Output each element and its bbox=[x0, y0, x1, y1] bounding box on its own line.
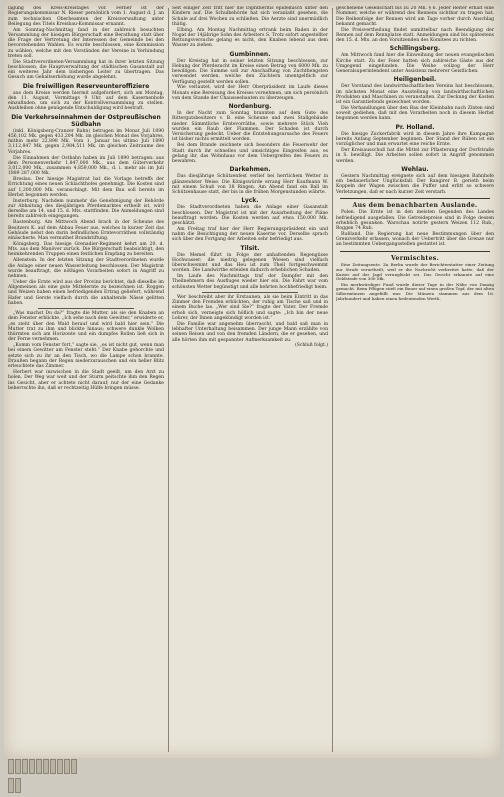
article-heading: Die freiwilligen Reserveunteroffiziere bbox=[22, 82, 150, 90]
column-left bbox=[8, 6, 164, 754]
article-paragraph: Insterburg. Nachdem nunmehr die Genehmigung der Behörde zur Abhaltung des diesjährigen Pferdemarktes ertheilt ist, wird derselbe am 14. und 15. d. Mts. stattfinden. Die Anmeldungen sind bereits zahlreich eingegangen. bbox=[8, 198, 164, 220]
article-paragraph: Die Memel führt in Folge der anhaltenden Regengüsse Hochwasser; die niedrig gelegenen Wiesen sind vielfach überschwemmt und das Heu ist zum Theil fortgeschwemmt worden. Die Landwirthe erleiden dadurch erheblichen Schaden. bbox=[172, 252, 328, 274]
section-heading: Aus dem benachbarten Auslande. bbox=[352, 201, 478, 209]
article-heading: Gumbinnen. bbox=[229, 50, 271, 58]
article-paragraph: Die Preisvertheilung findet unmittelbar nach Beendigung der Rennen auf dem Rennplatze statt. Anmeldungen sind bis spätestens den 15. d. Mts. an den Vorsitzenden des Komitees zu richten. bbox=[336, 27, 494, 44]
article-paragraph: Die Stadtverordneten-Versammlung hat in ihrer letzten Sitzung beschlossen, die Hauptverwaltung der städtischen Gasanstalt auf ein weiteres Jahr dem bisherigen Leiter zu übertragen. Das Gesuch um Gehaltserhöhung wurde abgelehnt. bbox=[8, 59, 164, 81]
feuilleton-paragraph: „Was machst Du da?“ fragte die Mutter, als sie den Knaben an dem Fenster erblickte. „Ich sehe nach dem Gewitter,“ erwiderte er, „es zieht über den Wald herauf und wird bald hier sein.“ Die Mutter trat zu ihm und blickte hinaus; schwere dunkle Wolken thürmten sich am Horizonte und ein dumpfes Rollen ließ sich in der Ferne vernehmen. bbox=[8, 311, 164, 343]
article-paragraph: Eine Zeitungsente. Zu Berlin wurde der Berichterstatter einer Zeitung zur Strafe verurtheilt, weil er die Nachricht verbreitet hatte, daß der Kaiser auf der Jagd verunglückt sei. Das Gericht erkannte auf eine Geldstrafe von 300 Mk. bbox=[336, 262, 494, 282]
article-paragraph: Die Verhandlungen über den Bau der Kleinbahn nach Zinten sind soweit gediehen, daß mit den Vorarbeiten noch in diesem Herbst begonnen werden kann. bbox=[336, 105, 494, 122]
article-paragraph: Die Stadtverordneten haben die Anlage einer Gasanstalt beschlossen. Der Magistrat ist mit der Ausarbeitung der Pläne beauftragt worden. Die Kosten werden auf etwa 150,000 Mk. geschätzt. bbox=[172, 205, 328, 227]
article-paragraph: Rastenburg. Am Mittwoch Abend brach in der Scheune des Besitzers K. auf dem Abbau Feuer aus, welches in kurzer Zeit das Gebäude nebst den darin befindlichen Erntevorräthen vollständig einäscherte. Man vermuthet Brandstiftung. bbox=[8, 220, 164, 242]
article-paragraph: Die Einnahmen der Ostbahn haben im Juli 1890 betragen: aus dem Personenverkehr 1,847,000 Mk., aus dem Güterverkehr 3,012,000 Mk., zusammen 4,859,000 Mk., d. i. mehr als im Juli 1889 287,000 Mk. bbox=[8, 155, 164, 177]
column-right bbox=[336, 6, 494, 754]
feuilleton-paragraph: Die Familie war angenehm überrascht, und bald saß man in lebhafter Unterhaltung beisammen. Der junge Mann erzählte von seinen Reisen und von den fremden Ländern, die er gesehen, und alle hörten ihm mit gespannter Aufmerksamkeit zu. bbox=[172, 321, 328, 343]
section-divider bbox=[340, 251, 490, 252]
article-paragraph: Der Kreistag hat in seiner letzten Sitzung beschlossen, zur Hebung der Pferdezucht im Kreise einen Betrag von 6000 Mk. zu bewilligen. Die Summe soll zur Anschaffung von Zuchthengsten verwendet werden, welche den Züchtern unentgeltlich zur Verfügung gestellt werden sollen. bbox=[172, 58, 328, 85]
article-heading: Die Verkehrseinnahmen der Ostpreußischen Südbahn bbox=[11, 113, 161, 128]
article-paragraph: geschehene Gesellschaft bis zu 20 Mk. § 6. Jeder Reiter erhält eine Nummer, welche er während des Rennens sichtbar zu tragen hat. Die Reihenfolge der Rennen wird am Tage vorher durch Anschlag bekannt gemacht. bbox=[336, 6, 494, 27]
feuilleton-paragraph: Wer beschreibt aber ihr Erstaunen, als sie beim Eintritt in das Zimmer den Fremden erblickten, der ruhig am Tische saß und in einem Buche las. „Wer sind Sie?“ fragte der Vater. Der Fremde erhob sich, verneigte sich höflich und sagte: „Ich bin der neue Lehrer, der Ihnen angekündigt worden ist.“ bbox=[172, 294, 328, 321]
article-paragraph: Der Vorstand des landwirthschaftlichen Vereins hat beschlossen, im nächsten Monat eine Ausstellung von landwirthschaftlichen Produkten und Maschinen zu veranstalten. Zur Deckung der Kosten ist ein Garantiefonds gezeichnet worden. bbox=[336, 84, 494, 106]
article-paragraph: Gestern Nachmittag ereignete sich auf dem hiesigen Bahnhofe ein bedauerlicher Unglücksfall. Der Rangirer B. gerieth beim Koppeln der Wagen zwischen die Puffer und erlitt so schwere Verletzungen, daß er nach kurzer Zeit verstarb. bbox=[336, 173, 494, 195]
column-middle bbox=[172, 6, 328, 754]
article-paragraph: aus dem Kreise werden hiermit aufgefordert, sich am Montag, den 11. August, Vormittags 9 Uhr, auf dem Kasernenhofe einzufinden, um sich zu der Kontrollversammlung zu stellen. Ausbleiben ohne genügende Entschuldigung wird bestraft. bbox=[8, 90, 164, 112]
article-paragraph: In der Nacht zum Sonntag brannten auf dem Gute des Rittergutsbesitzers v. B. eine Scheune und zwei Stallgebäude nieder. Sämmtliche Erntevorräthe, sowie mehrere Stück Vieh wurden ein Raub der Flammen. Der Schaden ist durch Versicherung gedeckt. Ueber die Entstehungsursache des Feuers ist bisher nichts ermittelt worden. bbox=[172, 111, 328, 143]
article-heading: Darkehmen. bbox=[229, 166, 271, 174]
article-paragraph: (inkl. Königsberg-Cranzer Bahn) betrugen im Monat Juli 1890 456,102 Mk. gegen 433,204 Mk. im gleichen Monat des Vorjahres, mithin mehr 22,898 Mk. Vom 1. Januar bis ultimo Juli 1890 3,112,847 Mk. gegen 2,984,511 Mk. im gleichen Zeitraume des Vorjahres. bbox=[8, 128, 164, 155]
article-paragraph: Elbing. Am Montag Nachmittag ertrank beim Baden in der Nogat der 14jährige Sohn des Arbeiters S. Trotz sofort angestellter Rettungsversuche gelang es nicht, den Knaben lebend aus dem Wasser zu ziehen. bbox=[172, 27, 328, 49]
article-paragraph: Am Sonntag-Nachmittag fand in der zahlreich besuchten Versammlung der hiesigen Bürgerschaft eine Berathung statt über die Frage der Vertretung der Interessen der Gemeinde bei den bevorstehenden Wahlen. Es wurde beschlossen, eine Kommission zu wählen, welche mit den Vorständen der Vereine in Verbindung treten soll. bbox=[8, 27, 164, 59]
article-paragraph: Allenstein. In der letzten Sitzung der Stadtverordneten wurde die Anlage einer neuen Wasserleitung beschlossen. Der Magistrat wurde beauftragt, die nöthigen Vorarbeiten sofort in Angriff zu nehmen. bbox=[8, 258, 164, 279]
article-paragraph: Breslau. Der hiesige Magistrat hat die Vorlage betreffs der Errichtung eines neuen Schlachthofes genehmigt. Die Kosten sind auf 1,200,000 Mk. veranschlagt. Mit dem Bau soll bereits im Herbst begonnen werden. bbox=[8, 177, 164, 198]
article-paragraph: Bei dem Brande zeichnete sich besonders die Feuerwehr der Stadt durch ihr schnelles und umsichtiges Eingreifen aus; es gelang ihr, das Wohnhaus vor dem Uebergreifen des Feuers zu bewahren. bbox=[172, 143, 328, 165]
article-paragraph: Das diesjährige Schützenfest verlief bei herrlichem Wetter in glänzendster Weise. Die Königswürde errang Herr Kaufmann W. mit einem Schuß von 38 Ringen. Am Abend fand ein Ball im Schützenhause statt, der bis in die frühen Morgenstunden währte. bbox=[172, 174, 328, 196]
article-heading: Lyck. bbox=[241, 197, 259, 205]
article-paragraph: Polen. Die Ernte ist in den meisten Gegenden des Landes befriedigend ausgefallen. Die Getreidepreise sind in Folge dessen erheblich gesunken. Warschau notirte gestern Weizen 112 Rub., Roggen 74 Rub. bbox=[336, 210, 494, 232]
article-heading: Wehlau. bbox=[401, 165, 429, 173]
article-heading: Heiligenbeil. bbox=[393, 76, 437, 84]
article-paragraph: Im Laufe des Nachmittags traf der Dampfer mit den Theilnehmern des Ausfluges wieder hier ein. Die Fahrt war vom schönsten Wetter begünstigt und alle kehrten hochbefriedigt heim. bbox=[172, 274, 328, 290]
article-paragraph: Rußland. Die Regierung hat neue Bestimmungen über den Grenzverkehr erlassen, wonach der Uebertritt über die Grenze nur an bestimmten Uebergangsstellen gestattet ist. bbox=[336, 231, 494, 248]
article-heading: Schillingsberg. bbox=[389, 45, 441, 53]
feuilleton-paragraph: Herbert war inzwischen in die Stadt geeilt, um den Arzt zu holen. Der Weg war weit und der Sturm peitschte ihm den Regen ins Gesicht, aber er achtete nicht darauf; nur der eine Gedanke beherrschte ihn, daß er rechtzeitig Hülfe bringen müsse. bbox=[8, 370, 164, 391]
article-paragraph: Der Kreisausschuß hat die Mittel zur Pflasterung der Dorfstraße in S. bewilligt. Die Arbeiten sollen sofort in Angriff genommen werden. bbox=[336, 148, 494, 164]
article-heading: Nordenburg. bbox=[228, 103, 272, 111]
article-heading: Pr. Holland. bbox=[395, 123, 435, 131]
section-heading: Vermischtes. bbox=[390, 254, 440, 262]
column-rule bbox=[168, 8, 169, 752]
feuilleton-paragraph: „Komm vom Fenster fort,“ sagte sie, „es ist nicht gut, wenn man bei einem Gewitter am Fenster steht.“ Der Knabe gehorchte und setzte sich zu ihr an den Tisch, wo die Lampe schon brannte. Draußen begann der Regen niederzurauschen und ein heller Blitz erleuchtete das Zimmer. bbox=[8, 343, 164, 370]
article-paragraph: Seit einiger Zeit tritt hier die Diphtheritis epidemisch unter den Kindern auf. Die Schulbehörde hat sich veranlaßt gesehen, die Schule auf drei Wochen zu schließen. Die Aerzte sind unermüdlich thätig. bbox=[172, 6, 328, 27]
section-divider bbox=[340, 198, 490, 199]
article-paragraph: lagung des Kreis-Kreistages vor. Ferner ist der Regierungskommissar N. Rieser persönlich vom 1. August d. J. an zum technischen Oberbeamten der Kreisverwaltung unter Beilegung des Titels Kreisbau-Kommissar ernannt. bbox=[8, 6, 164, 27]
article-paragraph: Am Mittwoch fand hier die Einweihung der neuen evangelischen Kirche statt. Zu der Feier hatten sich zahlreiche Gäste aus der Umgegend eingefunden. Die Weihe vollzog der Herr Generalsuperintendent unter Assistenz mehrerer Geistlichen. bbox=[336, 53, 494, 75]
article-paragraph: Am Freitag traf hier der Herr Regierungspräsident ein und nahm die Besichtigung der neuen Kaserne vor. Derselbe sprach sich über den Fortgang der Arbeiten sehr befriedigt aus. bbox=[172, 226, 328, 243]
column-rule bbox=[332, 8, 333, 752]
continuation-note: (Schluß folgt.) bbox=[294, 343, 328, 349]
article-paragraph: Ueber die Ernte wird aus der Provinz berichtet, daß dieselbe im Allgemeinen als eine gute Mittelernte zu bezeichnen ist. Roggen und Weizen haben einen befriedigenden Ertrag geliefert, während Hafer und Gerste vielfach durch die anhaltende Nässe gelitten haben. bbox=[8, 279, 164, 306]
article-paragraph: Wie verlautet, wird der Herr Oberpräsident im Laufe dieses Monats eine Bereisung des Kreises vornehmen, um sich persönlich von dem Stande der Chausseebauten zu überzeugen. bbox=[172, 85, 328, 101]
section-divider bbox=[202, 292, 298, 293]
newspaper-page bbox=[4, 2, 500, 758]
article-heading: Tilsit. bbox=[240, 244, 260, 252]
section-divider bbox=[38, 308, 134, 309]
article-paragraph: Ein merkwürdiger Fund wurde dieser Tage in der Nähe von Danzig gemacht. Beim Pflügen stieß ein Bauer auf einen großen Topf, der mit alten Silbermünzen angefüllt war. Die Münzen stammen aus dem 16. Jahrhundert und haben einen bedeutenden Werth. bbox=[336, 281, 494, 301]
page-thumbnail-strip bbox=[8, 759, 78, 774]
article-paragraph: Königsberg. Das hiesige Grenadier-Regiment kehrt am 20. d. Mts. aus dem Manöver zurück. Die Bürgerschaft beabsichtigt, den heimkehrenden Truppen einen festlichen Empfang zu bereiten. bbox=[8, 241, 164, 258]
article-paragraph: Die hiesige Zuckerfabrik wird in diesem Jahre ihre Kampagne bereits Anfang September beginnen. Der Stand der Rüben ist ein vorzüglicher und man erwartet eine reiche Ernte. bbox=[336, 131, 494, 148]
